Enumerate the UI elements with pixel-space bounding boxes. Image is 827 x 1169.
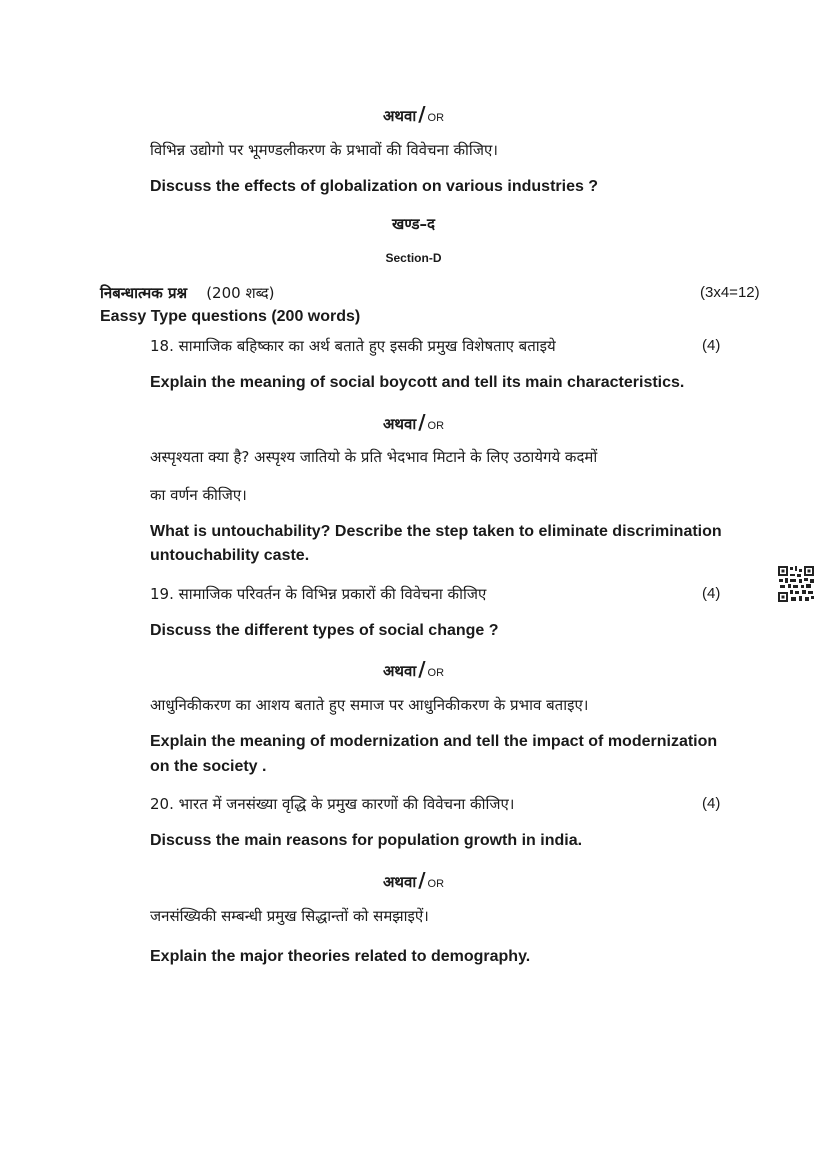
q19-or-english-line2: on the society . [150, 758, 267, 775]
or-heading [0, 410, 827, 434]
q19-hindi: 19. सामाजिक परिवर्तन के विभिन्न प्रकारों की विवेचना कीजिए [150, 585, 487, 603]
q20-marks: (4) [702, 795, 721, 812]
q20-or-english: Explain the major theories related to demography. [150, 948, 531, 965]
or-slash: / [418, 410, 426, 434]
q19-or-hindi: आधुनिकीकरण का आशय बताते हुए समाज पर आधुनिकीकरण के प्रभाव बताइए। [150, 696, 589, 714]
section-marks: (3x4=12) [700, 284, 760, 301]
or-hindi: अथवा [382, 107, 417, 125]
section-words-hindi: (200 शब्द) [206, 284, 275, 302]
section-title-english: Section-D [385, 251, 442, 265]
or-heading [0, 657, 827, 681]
q18-hindi: 18. सामाजिक बहिष्कार का अर्थ बताते हुए इसकी प्रमुख विशेषताए बताइये [150, 337, 556, 355]
or-slash: / [418, 657, 426, 681]
q19-marks: (4) [702, 585, 721, 602]
or-hindi: अथवा [382, 415, 417, 433]
q20-or-hindi: जनसंख्यिकी सम्बन्धी प्रमुख सिद्धान्तों को समझाइऐं। [150, 907, 429, 925]
q19-english: Discuss the different types of social change ? [150, 622, 499, 639]
q18-marks: (4) [702, 337, 721, 354]
q18-or-hindi-line1: अस्पृश्यता क्या है? अस्पृश्य जातियो के प्रति भेदभाव मिटाने के लिए उठायेगये कदमों [150, 448, 598, 466]
q18-or-english-line1: What is untouchability? Describe the step taken to eliminate discrimination [150, 523, 722, 540]
section-type-line [100, 283, 274, 303]
or-english: OR [427, 667, 445, 679]
q17-or-hindi: विभिन्न उद्योगो पर भूमण्डलीकरण के प्रभावों की विवेचना कीजिए। [150, 141, 498, 159]
or-heading [0, 102, 827, 126]
qr-code-icon [777, 565, 815, 603]
section-type-hindi: निबन्धात्मक प्रश्न [100, 284, 188, 302]
or-slash: / [418, 102, 426, 126]
or-english: OR [427, 112, 445, 124]
or-heading [0, 868, 827, 892]
q17-or-english: Discuss the effects of globalization on various industries ? [150, 178, 599, 195]
or-english: OR [427, 420, 445, 432]
q18-or-hindi-line2: का वर्णन कीजिए। [150, 486, 247, 504]
q20-english: Discuss the main reasons for population growth in india. [150, 832, 583, 849]
q18-english: Explain the meaning of social boycott and tell its main characteristics. [150, 374, 685, 391]
section-title-hindi: खण्ड–द [392, 215, 435, 233]
section-type-english: Eassy Type questions (200 words) [100, 308, 361, 325]
or-english: OR [427, 878, 445, 890]
or-slash: / [418, 868, 426, 892]
or-hindi: अथवा [382, 662, 417, 680]
q18-or-english-line2: untouchability caste. [150, 547, 310, 564]
or-hindi: अथवा [382, 873, 417, 891]
q20-hindi: 20. भारत में जनसंख्या वृद्धि के प्रमुख कारणों की विवेचना कीजिए। [150, 795, 515, 813]
q19-or-english-line1: Explain the meaning of modernization and tell the impact of modernization [150, 733, 718, 750]
